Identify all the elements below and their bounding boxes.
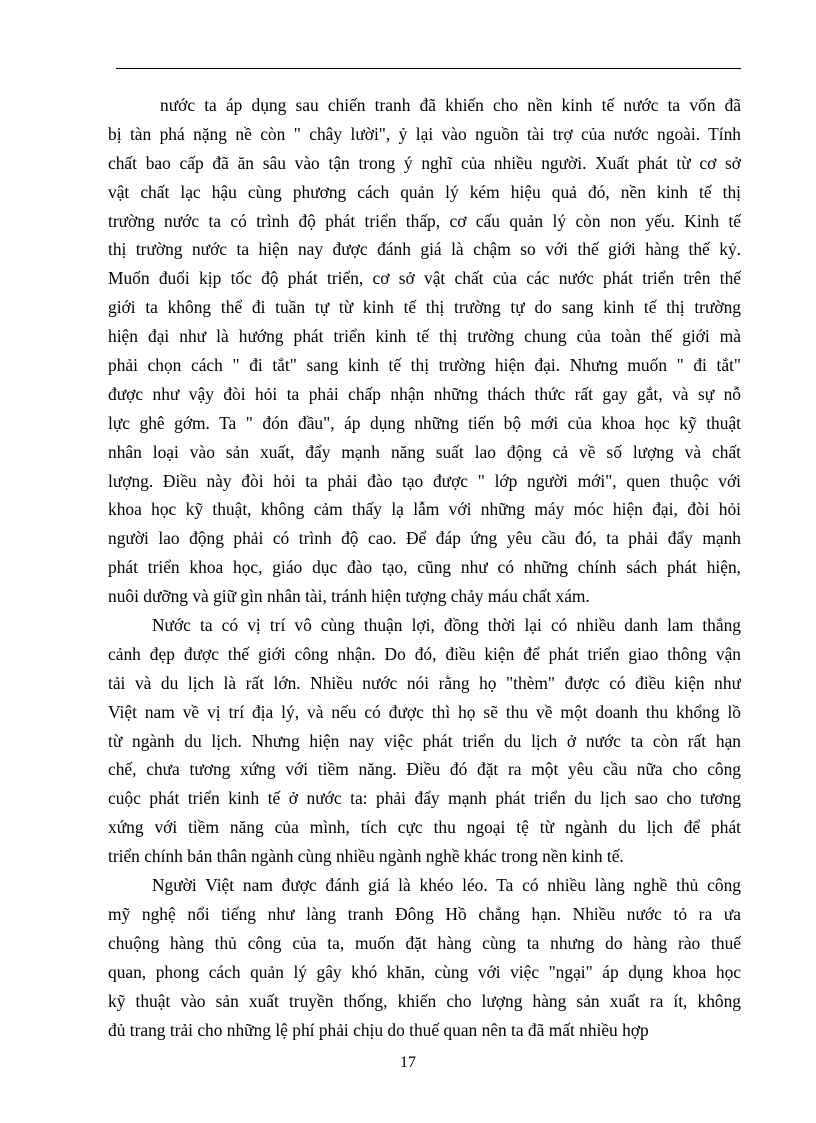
text-line: mỹ nghệ nổi tiếng như làng tranh Đông Hồ chẳng hạn. Nhiều nước tỏ ra ưa (108, 903, 741, 924)
text-line: phải chọn cách " đi tắt" sang kinh tế thị trường hiện đại. Nhưng muốn " đi tắt" (108, 355, 741, 376)
text-line: phát triển khoa học, giáo dục đào tạo, cũng như có những chính sách phát hiện, (108, 557, 741, 578)
text-line: lực ghê gớm. Ta " đón đầu", áp dụng những tiến bộ mới của khoa học kỹ thuật (108, 412, 741, 433)
paragraph (108, 611, 741, 871)
text-line: khoa học kỹ thuật, không cảm thấy lạ lẫm với những máy móc hiện đại, đòi hỏi (108, 499, 741, 520)
text-line: chất bao cấp đã ăn sâu vào tận trong ý nghĩ của nhiều người. Xuất phát từ cơ sở (108, 152, 741, 173)
text-line: tải và du lịch là rất lớn. Nhiều nước nói rằng họ "thèm" được có điều kiện như (108, 672, 741, 693)
text-line: Muốn đuổi kịp tốc độ phát triển, cơ sở vật chất của các nước phát triển trên thế (108, 268, 741, 289)
page-number: 17 (400, 1054, 416, 1071)
text-line: Nước ta có vị trí vô cùng thuận lợi, đồng thời lại có nhiều danh lam thắng (152, 615, 741, 636)
paragraph (108, 91, 741, 611)
text-line: Việt nam về vị trí địa lý, và nếu có được thì họ sẽ thu về một doanh thu khổng lồ (108, 701, 741, 722)
text-line: giới ta không thể đi tuần tự từ kinh tế thị trường tự do sang kinh tế thị trường (108, 297, 741, 318)
text-line: Người Việt nam được đánh giá là khéo léo. Ta có nhiều làng nghề thủ công (152, 875, 741, 896)
text-line: hiện đại như là hướng phát triển kinh tế thị trường chung của toàn thế giới mà (108, 326, 741, 347)
text-line: nước ta áp dụng sau chiến tranh đã khiến cho nền kinh tế nước ta vốn đã (160, 95, 741, 115)
text-line: nhân loại vào sản xuất, đẩy mạnh năng suất lao động cả về số lượng và chất (108, 441, 741, 462)
text-line: triển chính bản thân ngành cùng nhiều ngành nghề khác trong nền kinh tế. (108, 846, 624, 867)
text-line: vật chất lạc hậu cùng phương cách quản lý kém hiệu quả đó, nền kinh tế thị (108, 181, 741, 202)
text-line: xứng với tiềm năng của mình, tích cực thu ngoại tệ từ ngành du lịch để phát (108, 817, 741, 838)
text-line: cảnh đẹp được thế giới công nhận. Do đó, điều kiện để phát triển giao thông vận (108, 643, 741, 664)
document-body (108, 91, 741, 1044)
text-line: kỹ thuật vào sản xuất truyền thống, khiến cho lượng hàng sản xuất ra ít, không (108, 990, 741, 1011)
paragraph (108, 871, 741, 1044)
text-line: chuộng hàng thủ công của ta, muốn đặt hàng cùng ta nhưng do hàng rào thuế (108, 932, 741, 953)
text-line: được như vậy đòi hỏi ta phải chấp nhận những thách thức rất gay gắt, và sự nỗ (108, 383, 741, 404)
text-line: chế, chưa tương xứng với tiềm năng. Điều đó đặt ra một yêu cầu nữa cho công (108, 759, 741, 780)
text-line: bị tàn phá nặng nề còn " chây lười", ỷ lại vào nguồn tài trợ của nước ngoài. Tính (108, 123, 741, 144)
text-line: thị trường nước ta hiện nay được đánh giá là chậm so với thế giới hàng thế kỷ. (108, 239, 741, 260)
text-line: trường nước ta có trình độ phát triển thấp, cơ cấu quản lý còn non yếu. Kinh tế (108, 210, 741, 231)
text-line: người lao động phải có trình độ cao. Để đáp ứng yêu cầu đó, ta phải đẩy mạnh (108, 528, 741, 549)
text-line: từ ngành du lịch. Nhưng hiện nay việc phát triển du lịch ở nước ta còn rất hạn (108, 730, 741, 751)
text-line: quan, phong cách quản lý gây khó khăn, cùng với việc "ngại" áp dụng khoa học (108, 961, 741, 982)
text-line: nuôi dưỡng và giữ gìn nhân tài, tránh hiện tượng chảy máu chất xám. (108, 586, 590, 607)
text-line: lượng. Điều này đòi hỏi ta phải đào tạo được " lớp người mới", quen thuộc với (108, 470, 741, 491)
header-rule (116, 68, 741, 69)
text-line: đủ trang trải cho những lệ phí phải chịu do thuế quan nên ta đã mất nhiều hợp (108, 1019, 649, 1040)
text-line: cuộc phát triển kinh tế ở nước ta: phải đẩy mạnh phát triển du lịch sao cho tương (108, 788, 741, 809)
